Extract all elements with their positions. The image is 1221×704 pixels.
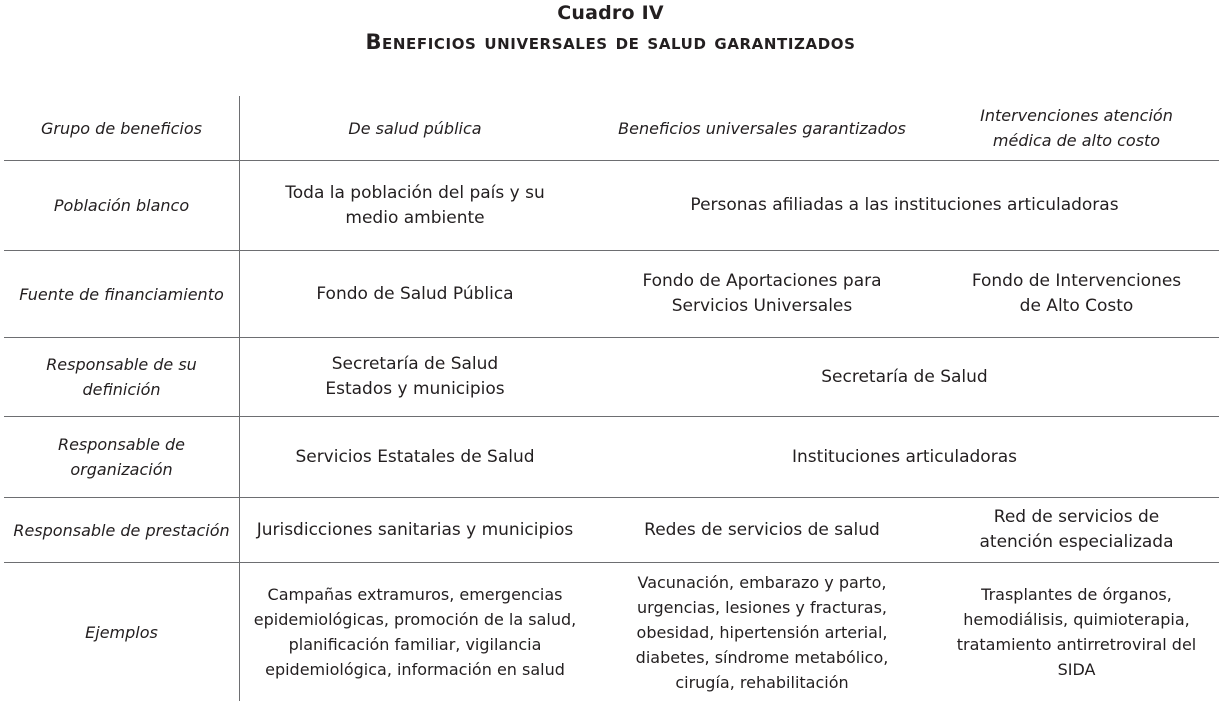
table-row — [4, 417, 1219, 497]
table-cell: Campañas extramuros, emergencias epidemiológicas, promoción de la salud, planificación familiar, vigilancia epidemiológica, información en salud — [253, 585, 577, 679]
table-row — [4, 338, 1219, 416]
table-cell: Personas afiliadas a las instituciones articuladoras — [690, 195, 1119, 215]
table-cell: Secretaría de Salud — [821, 366, 988, 387]
table-cell: Trasplantes de órganos, hemodiálisis, quimioterapia, tratamiento antirretroviral del SIDA — [956, 585, 1197, 679]
column-header-high-cost: Intervenciones atención médica de alto costo — [980, 106, 1173, 150]
row-label: Ejemplos — [85, 622, 158, 642]
row-label: Fuente de financiamiento — [19, 284, 224, 304]
table-row — [4, 251, 1219, 337]
table-cell: Redes de servicios de salud — [644, 519, 880, 540]
table-cell: Fondo de Aportaciones para Servicios Universales — [642, 271, 882, 316]
row-label: Responsable de prestación — [13, 520, 230, 540]
table-cell: Instituciones articuladoras — [792, 446, 1017, 467]
table-cell: Servicios Estatales de Salud — [295, 446, 535, 467]
table-cell: Secretaría de Salud Estados y municipios — [325, 354, 505, 399]
table-cell: Vacunación, embarazo y parto, urgencias, lesiones y fracturas, obesidad, hipertensión arterial, diabetes, síndrome metabólico, cirugía, rehabilitación — [635, 572, 889, 692]
table-row — [4, 563, 1219, 701]
row-label: Responsable de su definición — [46, 355, 197, 399]
column-header-universal-benefits: Beneficios universales garantizados — [618, 118, 906, 138]
table-cell: Fondo de Salud Pública — [316, 283, 514, 304]
row-label: Responsable de organización — [57, 435, 186, 479]
row-label: Grupo de beneficios — [41, 118, 202, 138]
table-cell: Red de servicios de atención especializada — [979, 507, 1174, 552]
table-cell: Jurisdicciones sanitarias y municipios — [256, 519, 574, 540]
benefits-table — [4, 96, 1219, 701]
table-header-row — [4, 96, 1219, 160]
row-label: Población blanco — [53, 196, 190, 215]
table-cell: Fondo de Intervenciones de Alto Costo — [971, 271, 1182, 316]
table-number: Cuadro IV — [557, 2, 664, 24]
table-row — [4, 498, 1219, 562]
column-header-public-health: De salud pública — [348, 118, 482, 138]
table-cell: Toda la población del país y su medio ambiente — [285, 182, 545, 228]
table-row — [4, 161, 1219, 250]
table-title: Beneficios universales de salud garantizados — [365, 30, 856, 54]
